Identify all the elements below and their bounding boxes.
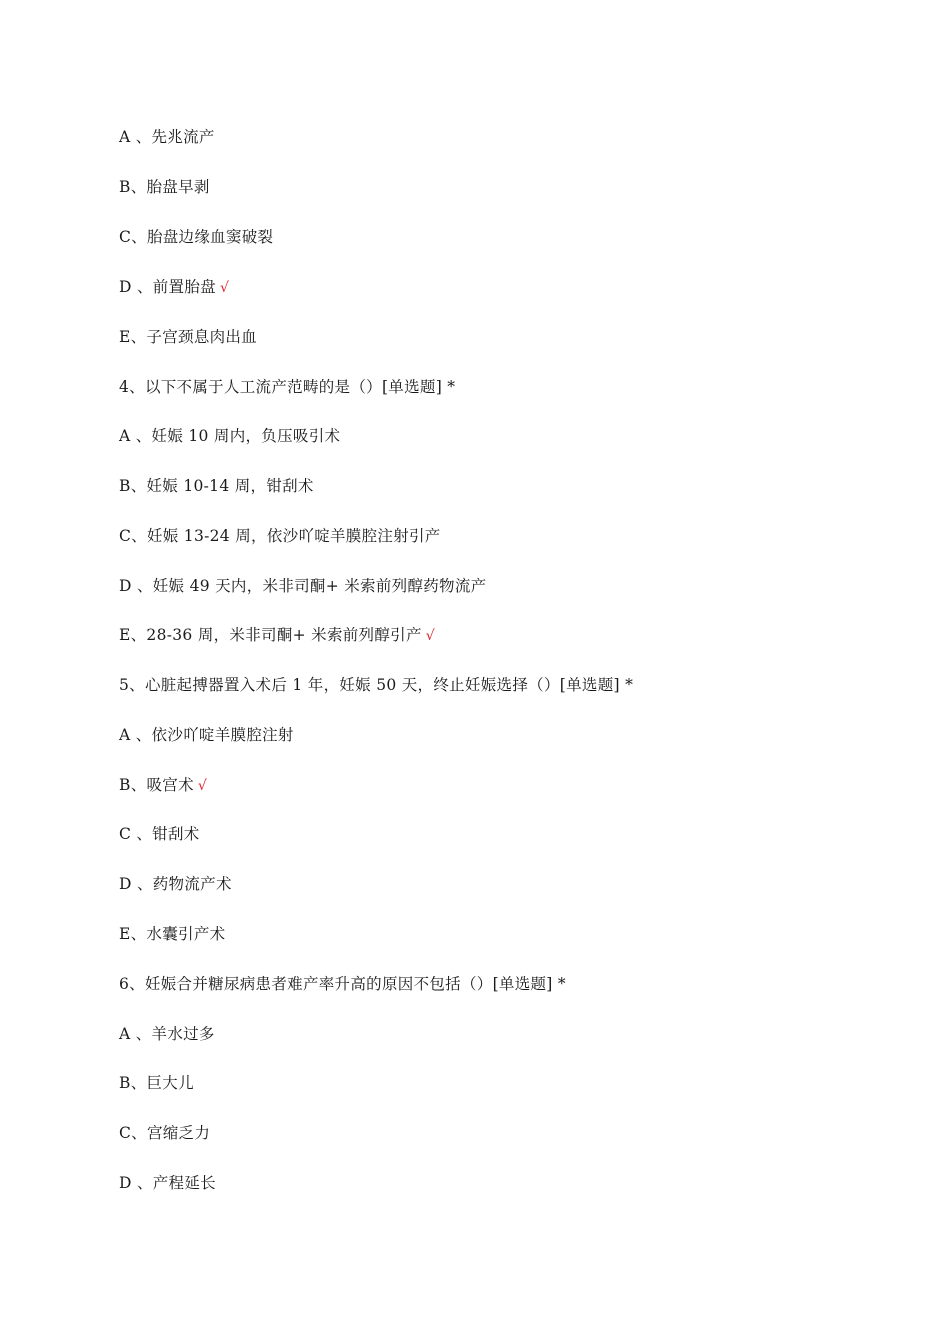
- option-line: [119, 1123, 210, 1143]
- line-text: B、吸宫术: [119, 776, 194, 794]
- line-text: A 、先兆流产: [119, 128, 215, 146]
- option-line: [119, 426, 340, 446]
- option-line: [119, 177, 210, 197]
- option-line: [119, 277, 229, 298]
- option-line: [119, 227, 273, 247]
- question-line: [119, 377, 455, 397]
- correct-check-icon: √: [197, 778, 208, 794]
- line-text: 4、以下不属于人工流产范畴的是（）[单选题] *: [119, 378, 456, 396]
- option-line: [119, 874, 232, 894]
- line-text: C 、钳刮术: [119, 825, 200, 843]
- correct-check-icon: √: [425, 628, 435, 644]
- option-line: [119, 1024, 215, 1044]
- option-line: [119, 327, 257, 347]
- line-text: C、妊娠 13-24 周，依沙吖啶羊膜腔注射引产: [119, 527, 441, 545]
- line-text: E、子宫颈息肉出血: [119, 328, 258, 346]
- option-line: [119, 127, 215, 147]
- line-text: B、妊娠 10-14 周，钳刮术: [119, 477, 314, 495]
- line-text: E、28-36 周，米非司酮+ 米索前列醇引产: [119, 626, 422, 644]
- line-text: A 、依沙吖啶羊膜腔注射: [119, 726, 294, 744]
- line-text: 6、妊娠合并糖尿病患者难产率升高的原因不包括（）[单选题] *: [119, 975, 566, 993]
- option-line: [119, 576, 486, 596]
- option-line: [119, 775, 207, 796]
- line-text: C、胎盘边缘血窦破裂: [119, 228, 274, 246]
- option-line: [119, 625, 435, 646]
- correct-check-icon: √: [219, 280, 230, 296]
- line-text: D 、药物流产术: [119, 875, 232, 893]
- question-line: [119, 675, 633, 695]
- question-line: [119, 974, 566, 994]
- option-line: [119, 476, 314, 496]
- option-line: [119, 1073, 194, 1093]
- line-text: A 、羊水过多: [119, 1025, 215, 1043]
- option-line: [119, 1173, 216, 1193]
- line-text: B、巨大儿: [119, 1074, 194, 1092]
- option-line: [119, 924, 225, 944]
- line-text: B、胎盘早剥: [119, 178, 210, 196]
- option-line: [119, 824, 200, 844]
- line-text: E、水囊引产术: [119, 925, 226, 943]
- line-text: A 、妊娠 10 周内，负压吸引术: [119, 427, 341, 445]
- line-text: D 、前置胎盘: [119, 278, 216, 296]
- line-text: C、宫缩乏力: [119, 1124, 211, 1142]
- line-text: D 、妊娠 49 天内，米非司酮+ 米索前列醇药物流产: [119, 577, 487, 595]
- line-text: D 、产程延长: [119, 1174, 216, 1192]
- line-text: 5、心脏起搏器置入术后 1 年，妊娠 50 天，终止妊娠选择（）[单选题] *: [119, 676, 634, 694]
- option-line: [119, 526, 441, 546]
- option-line: [119, 725, 294, 745]
